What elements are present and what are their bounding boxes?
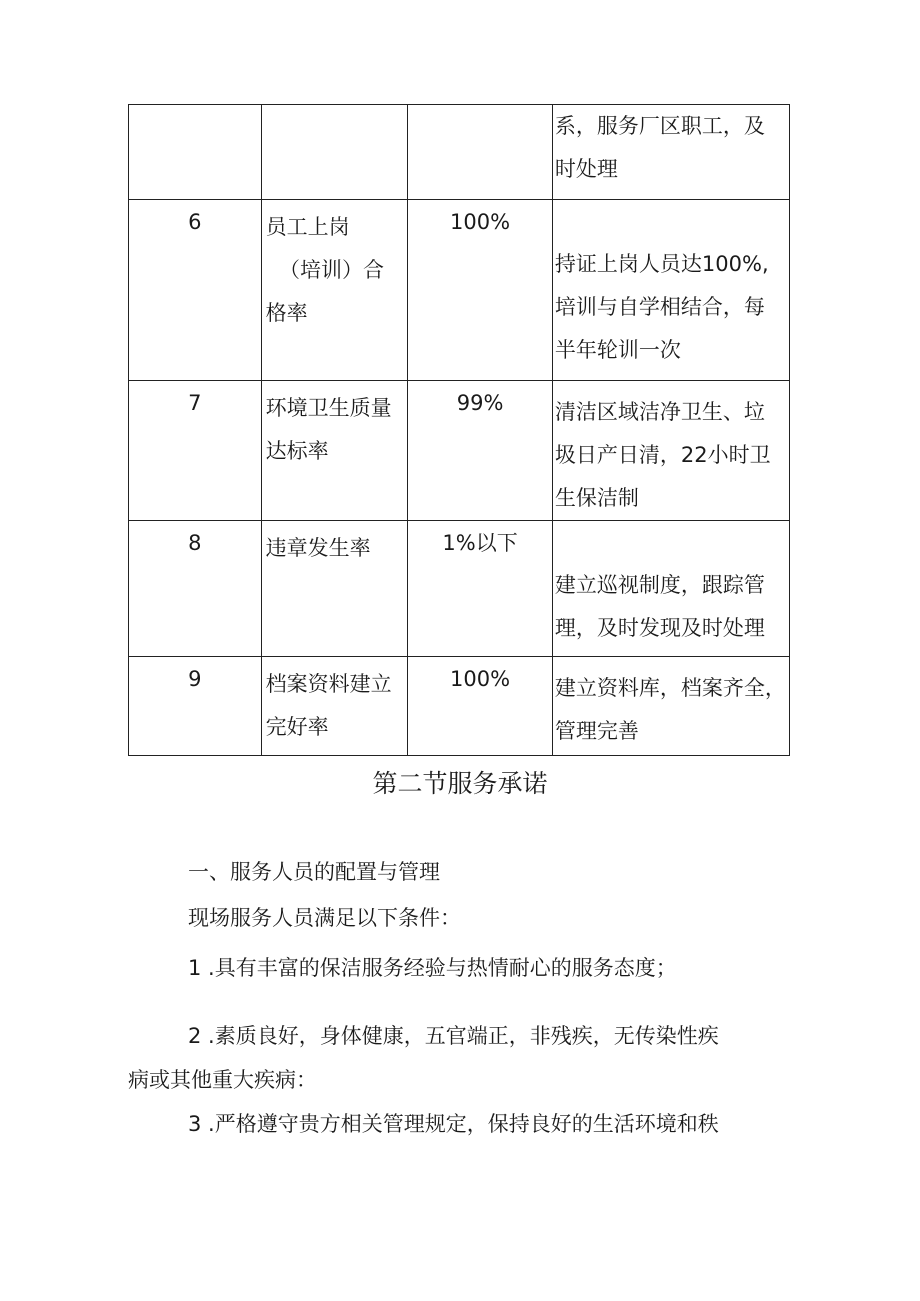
- row-description: 持证上岗人员达100%, 培训与自学相结合，每 半年轮训一次: [552, 200, 789, 381]
- row-rate: 1%以下: [408, 521, 553, 657]
- row-rate: 100%: [408, 657, 553, 756]
- requirement-item-2-line-2: 病或其他重大疾病：: [128, 1068, 317, 1092]
- intro-paragraph: 现场服务人员满足以下条件：: [188, 906, 461, 930]
- row-item: 违章发生率: [261, 521, 408, 657]
- row-description: 系，服务厂区职工，及 时处理: [552, 105, 789, 200]
- row-rate: [408, 105, 553, 200]
- row-rate: 100%: [408, 200, 553, 381]
- table-row: [129, 657, 790, 756]
- requirement-item-1: 1 .具有丰富的保洁服务经验与热情耐心的服务态度；: [188, 956, 677, 980]
- requirement-item-2-line-1: 2 .素质良好，身体健康，五官端正，非残疾，无传染性疾: [188, 1024, 719, 1048]
- table-row: [129, 381, 790, 521]
- table-row: [129, 105, 790, 200]
- row-number: 8: [129, 521, 262, 657]
- standards-table: [128, 104, 790, 756]
- requirement-item-3: 3 .严格遵守贵方相关管理规定，保持良好的生活环境和秩: [188, 1112, 719, 1136]
- row-item: [261, 105, 408, 200]
- subsection-heading: 一、服务人员的配置与管理: [188, 860, 440, 884]
- table-row: [129, 200, 790, 381]
- row-item: 环境卫生质量 达标率: [261, 381, 408, 521]
- row-number: 9: [129, 657, 262, 756]
- row-rate: 99%: [408, 381, 553, 521]
- row-item: 档案资料建立 完好率: [261, 657, 408, 756]
- row-description: 建立资料库，档案齐全， 管理完善: [552, 657, 789, 756]
- row-description: 清洁区域洁净卫生、垃 圾日产日清，22小时卫 生保洁制: [552, 381, 789, 521]
- row-number: 6: [129, 200, 262, 381]
- table-row: [129, 521, 790, 657]
- section-title: 第二节服务承诺: [372, 769, 548, 798]
- row-description: 建立巡视制度，跟踪管 理，及时发现及时处理: [552, 521, 789, 657]
- row-number: 7: [129, 381, 262, 521]
- row-number: [129, 105, 262, 200]
- row-item: 员工上岗 （培训）合 格率: [261, 200, 408, 381]
